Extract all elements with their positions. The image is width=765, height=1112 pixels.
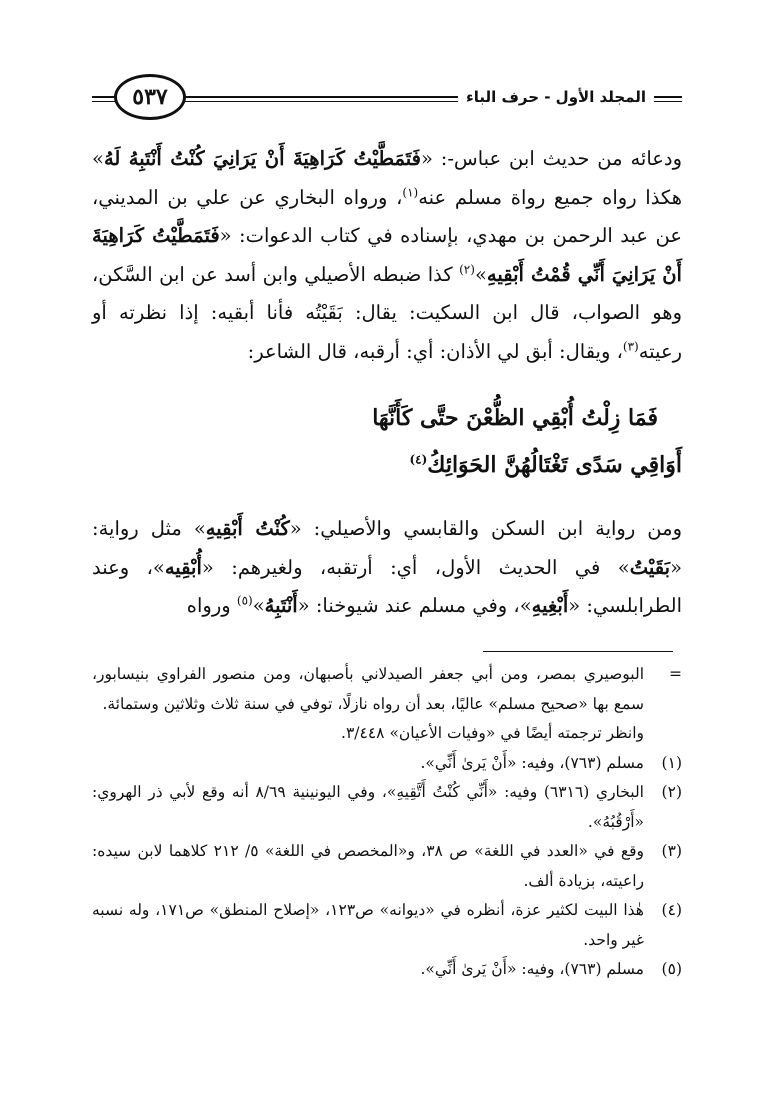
footnote-continuation xyxy=(92,660,682,719)
page-header xyxy=(92,72,682,120)
footnote-text: وانظر ترجمته أيضًا في «وفيات الأعيان» ٣/٤٤٨. xyxy=(341,724,644,742)
footnote-ref[interactable]: (٥) xyxy=(236,593,253,608)
text-run: ، ورواه البخاري عن علي بن المديني، عن عبد الرحمن بن مهدي، بإسناده في كتاب الدعوات: « xyxy=(92,185,682,247)
quote: أُبْقِيه xyxy=(164,555,202,579)
footnote-text: مسلم (٧٦٣)، وفيه: «أَنْ يَرىٰ أَنِّي». xyxy=(420,753,644,772)
footnote-1 xyxy=(92,749,682,779)
quote: فَتَمَطَّيْتُ كَرَاهِيَةَ أَنْ يَرَانِيَ أَنِّي قُمْتُ أَبْقِيهِ xyxy=(92,224,682,286)
footnote-5 xyxy=(92,955,682,985)
text-run: ورواه xyxy=(186,594,237,617)
footnote-number: (٤) xyxy=(661,901,682,919)
footnotes xyxy=(92,660,682,985)
footnote-number: (١) xyxy=(661,753,682,772)
text-run: » هكذا رواه جميع رواة مسلم عنه xyxy=(92,147,682,209)
text-run: » مثل رواية: « xyxy=(92,517,682,579)
footnote-text: مسلم (٧٦٣)، وفيه: «أَنْ يَرىٰ أَنِّي». xyxy=(420,960,644,978)
quote: فَتَمَطَّيْتُ كَرَاهِيَةَ أَنْ يَرَانِيَ كُنْتُ أَنْتَبِهُ لَهُ xyxy=(103,147,421,170)
continuation-mark: = xyxy=(669,665,682,683)
text-run: » xyxy=(474,262,487,286)
text-run: » xyxy=(252,594,265,617)
footnote-text: هٰذا البيت لكثير عزة، أنظره في «ديوانه» ص١٢٣، «إصلاح المنطق» ص١٧١، وله نسبه غير واحد. xyxy=(92,901,644,949)
quote: أَبْغِيهِ xyxy=(531,594,569,617)
quote: كُنْتُ أَبْقِيهِ xyxy=(205,517,290,540)
footnote-number: (٣) xyxy=(661,842,682,860)
text-run: »، وفي مسلم عند شيوخنا: « xyxy=(297,594,532,617)
text-run: » في الحديث الأول، أي: أرتقبه، ولغيرهم: « xyxy=(201,555,630,579)
verse-line-2 xyxy=(92,452,682,478)
footnote-text: وقع في «العدد في اللغة» ص ٣٨، و«المخصص في اللغة» ٥/ ٢١٢ كلاهما لابن سيده: راعيته، بزيادة ألف. xyxy=(92,842,645,890)
running-title: المجلد الأول - حرف الباء xyxy=(458,88,654,106)
main-text xyxy=(92,140,682,371)
footnote-ref[interactable]: (٢) xyxy=(459,262,475,276)
footnote-4 xyxy=(92,896,682,955)
footnote-ref[interactable]: (٤) xyxy=(409,452,428,467)
verse-line-1: فَمَا زِلْتُ أُبْقِي الظُّعْنَ حتَّى كَأَنَّهَا xyxy=(372,405,658,431)
footnote-3 xyxy=(92,837,682,896)
main-text-2 xyxy=(92,510,682,626)
footnote-text: البخاري (٦٣١٦) وفيه: «أَنِّي كُنْتُ أَتَّقِيهِ»، وفي اليونينية ٨/٦٩ أنه وقع لأبي ذر الهروي: «أَرْقُبُهُ». xyxy=(92,783,644,831)
page-number-badge: ٥٣٧ xyxy=(114,74,186,120)
text-run: »، وعند الطرابلسي: « xyxy=(92,555,682,617)
verse-text: أَوَاقِي سَدًى تَغْتَالُهُنَّ الحَوَائِكُ xyxy=(427,452,682,478)
footnote-continuation-2 xyxy=(92,719,682,749)
footnote-number: (٢) xyxy=(661,783,682,801)
quote: أَنْتَبِهُ xyxy=(264,594,298,617)
footnote-ref[interactable]: (٣) xyxy=(622,339,639,353)
footnote-2 xyxy=(92,778,682,837)
paragraph xyxy=(92,140,682,371)
text-run: كذا ضبطه الأصيلي وابن أسد عن ابن السَّكن، وهو الصواب، قال ابن السكيت: يقال: بَقَيْتُه فأنا أبقيه: إذا نظرته أو رعيته xyxy=(92,262,682,363)
footnote-ref[interactable]: (١) xyxy=(402,185,419,199)
text-run: ، ويقال: أبق لي الأذان: أي: أرقبه، قال الشاعر: xyxy=(247,339,623,363)
paragraph xyxy=(92,510,682,626)
quote: بَقَيْتُ xyxy=(629,555,671,579)
footnote-text: البوصيري بمصر، ومن أبي جعفر الصيدلاني بأصبهان، ومن منصور الفراوي بنيسابور، سمع بها «صحيح مسلم» عاليًا، بعد أن رواه نازلًا، توفي في سنة ثلاث وثلاثين وستمائة. xyxy=(92,665,644,713)
text-run: ومن رواية ابن السكن والقابسي والأصيلي: « xyxy=(289,517,682,540)
footnote-separator xyxy=(483,651,673,652)
footnote-number: (٥) xyxy=(661,960,682,978)
text-run: ودعائه من حديث ابن عباس-: « xyxy=(420,147,682,170)
